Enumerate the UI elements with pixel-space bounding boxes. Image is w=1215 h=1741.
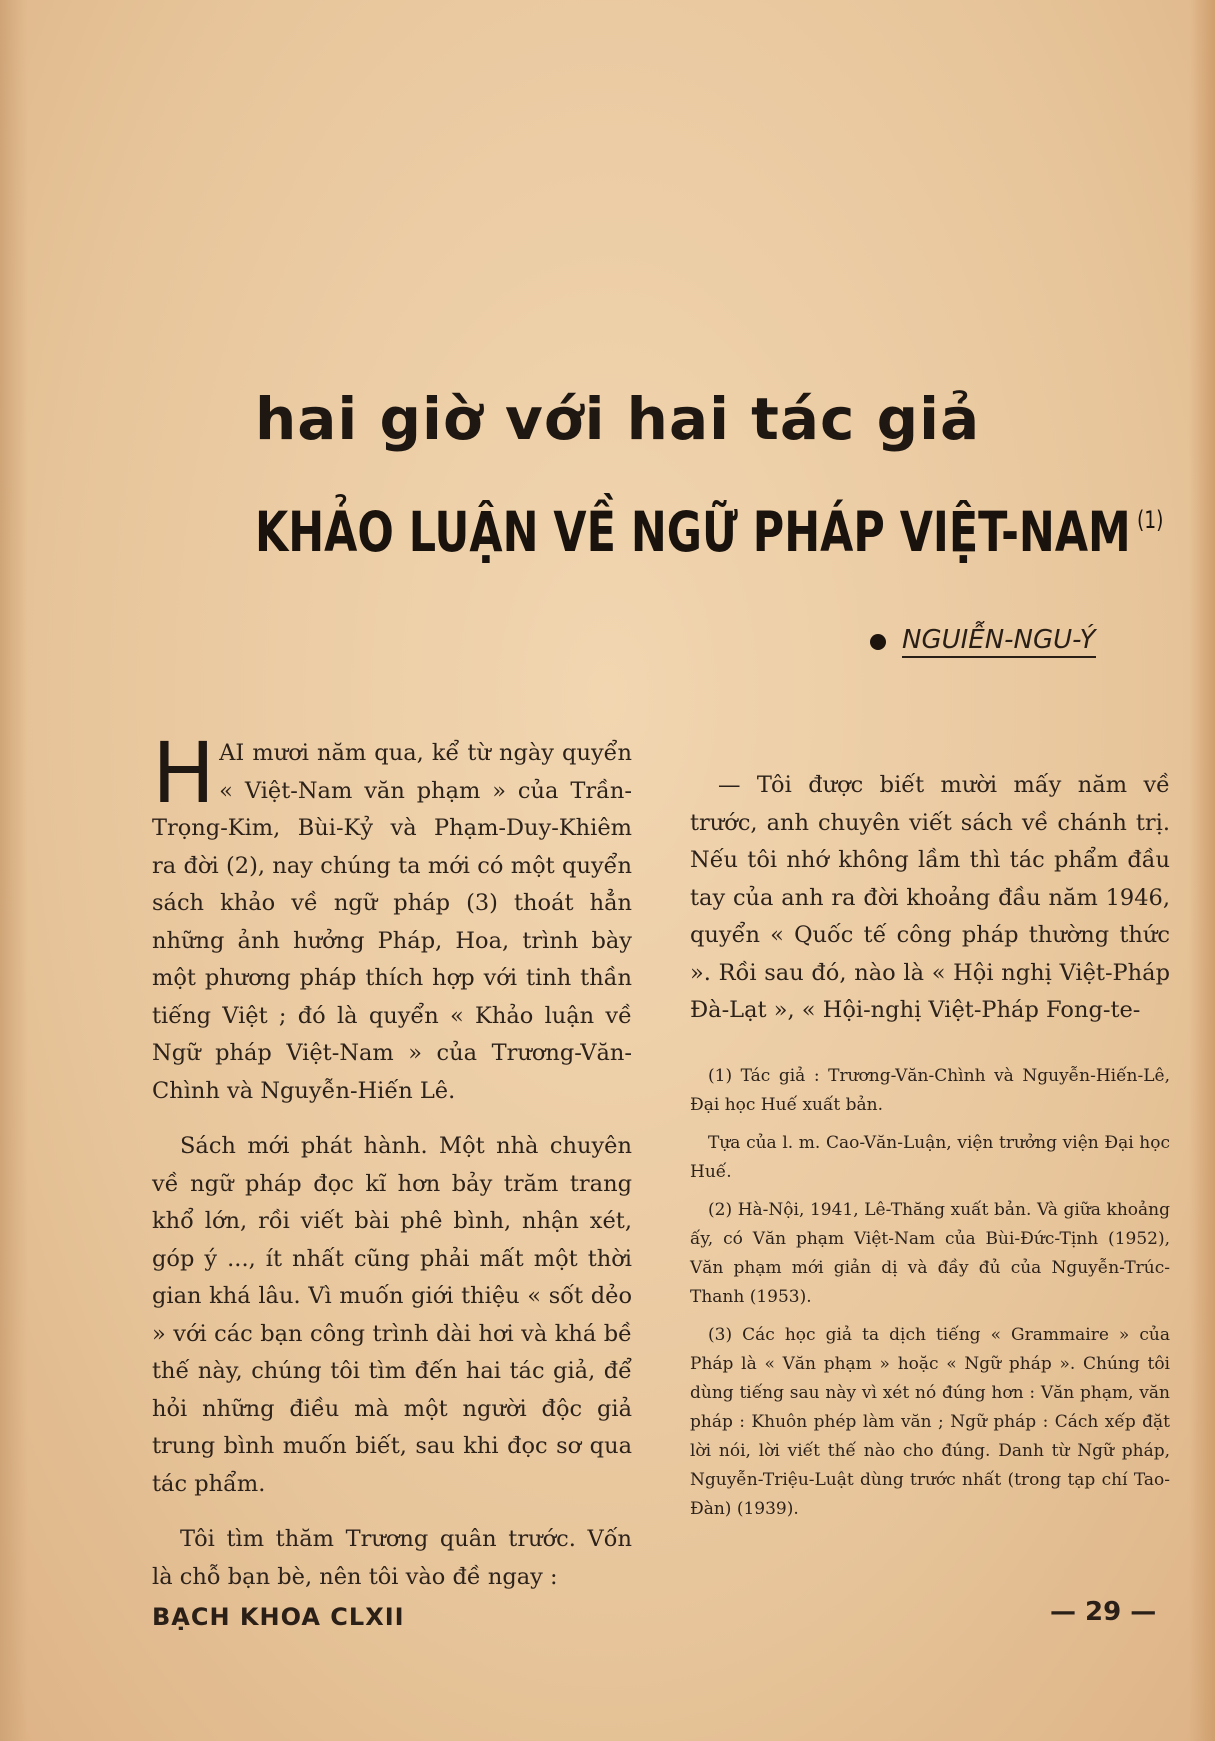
footnotes — [690, 1062, 1170, 1533]
paragraph-1 — [152, 724, 632, 1110]
title-footnote-mark: (1) — [1136, 506, 1164, 534]
page-number: — 29 — — [1050, 1597, 1157, 1627]
paragraph-2: Sách mới phát hành. Một nhà chuyên về ngữ pháp đọc kĩ hơn bảy trăm trang khổ lớn, rồi viết bài phê bình, nhận xét, góp ý ..., ít nhất cũng phải mất một thời gian khá lâu. Vì muốn giới thiệu « sốt dẻo » với các bạn công trình dài hơi và khá bề thế này, chúng tôi tìm đến hai tác giả, để hỏi những điều mà một người độc giả trung bình muốn biết, sau khi đọc sơ qua tác phẩm. — [152, 1133, 632, 1497]
article-title-line2 — [255, 500, 1164, 564]
footnote-1: (1) Tác giả : Trương-Văn-Chình và Nguyễn-Hiến-Lê, Đại học Huế xuất bản. — [690, 1066, 1170, 1115]
bullet-icon — [870, 634, 886, 650]
article-title-line1: hai giờ với hai tác giả — [255, 385, 981, 453]
footnote-2: (2) Hà-Nội, 1941, Lê-Thăng xuất bản. Và giữa khoảng ấy, có Văn phạm Việt-Nam của Bùi-Đức-Tịnh (1952), Văn phạm mới giản dị và đầy đủ của Nguyễn-Trúc-Thanh (1953). — [690, 1200, 1170, 1307]
drop-cap: H — [152, 724, 216, 822]
journal-name: BẠCH KHOA CLXII — [152, 1603, 405, 1631]
footnote-3: (3) Các học giả ta dịch tiếng « Grammaire » của Pháp là « Văn phạm » hoặc « Ngữ pháp ». Chúng tôi dùng tiếng sau này vì xét nó đúng hơn : Văn phạm, văn pháp : Khuôn phép làm văn ; Ngữ pháp : Cách xếp đặt lời nói, lời viết thế nào cho đúng. Danh từ Ngữ pháp, Nguyễn-Triệu-Luật dùng trước nhất (trong tạp chí Tao-Đàn) (1939). — [690, 1325, 1170, 1519]
right-paragraph-1: — Tôi được biết mười mấy năm về trước, anh chuyên viết sách về chánh trị. Nếu tôi nhớ không lầm thì tác phẩm đầu tay của anh ra đời khoảng đầu năm 1946, quyển « Quốc tế công pháp thường thức ». Rồi sau đó, nào là « Hội nghị Việt-Pháp Đà-Lạt », « Hội-nghị Việt-Pháp Fong-te- — [690, 772, 1170, 1023]
right-column — [690, 767, 1170, 1030]
title-main: KHẢO LUẬN VỀ NGỮ PHÁP VIỆT-NAM — [255, 500, 1131, 564]
author-name: NGUIỄN-NGU-Ý — [902, 625, 1096, 658]
paragraph-1-text: AI mươi năm qua, kể từ ngày quyển « Việt-Nam văn phạm » của Trần-Trọng-Kim, Bùi-Kỷ và Phạm-Duy-Khiêm ra đời (2), nay chúng ta mới có một quyển sách khảo về ngữ pháp (3) thoát hẳn những ảnh hưởng Pháp, Hoa, trình bày một phương pháp thích hợp với tinh thần tiếng Việt ; đó là quyển « Khảo luận về Ngữ pháp Việt-Nam » của Trương-Văn-Chình và Nguyễn-Hiến Lê. — [152, 740, 632, 1104]
footnote-1b: Tựa của l. m. Cao-Văn-Luận, viện trưởng viện Đại học Huế. — [690, 1133, 1170, 1182]
author-byline — [870, 625, 1170, 658]
paragraph-3: Tôi tìm thăm Trương quân trước. Vốn là chỗ bạn bè, nên tôi vào đề ngay : — [152, 1526, 632, 1590]
left-column — [152, 724, 632, 1614]
